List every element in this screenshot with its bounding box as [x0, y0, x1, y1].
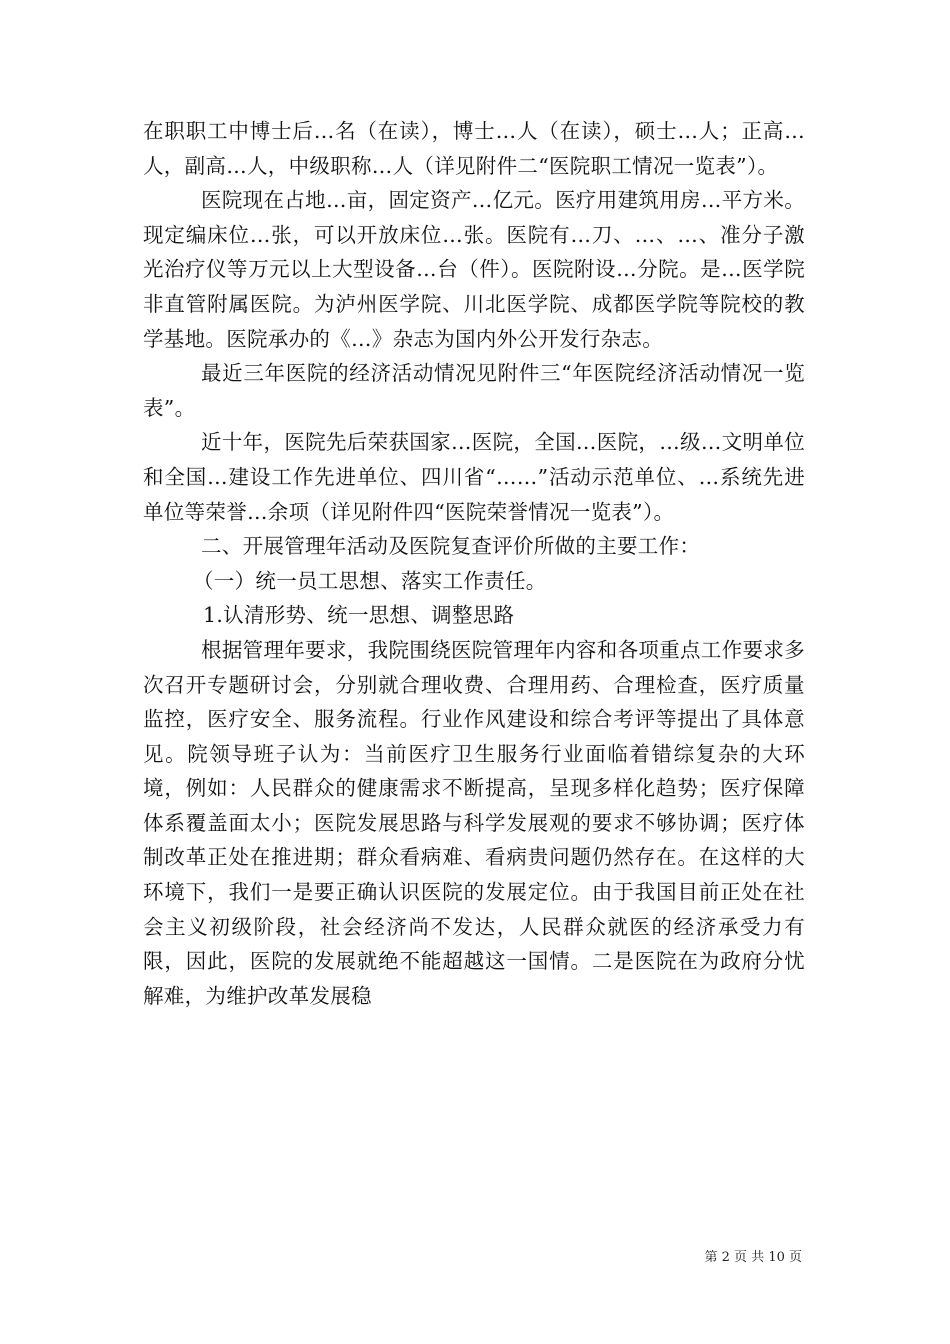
paragraph-honors: 近十年，医院先后荣获国家…医院，全国…医院，…级…文明单位和全国…建设工作先进单位、四川省“……”活动示范单位、…系统先进单位等荣誉…余项（详见附件四“医院荣誉情况一览表”）。 — [143, 430, 805, 524]
paragraph-economy: 最近三年医院的经济活动情况见附件三“年医院经济活动情况一览表”。 — [143, 361, 805, 420]
section-heading-main-work: 二、开展管理年活动及医院复查评价所做的主要工作： — [201, 534, 701, 559]
paragraph-staff: 在职职工中博士后…名（在读），博士…人（在读），硕士…人；正高…人，副高…人，中级职称…人（详见附件二“医院职工情况一览表”）。 — [143, 119, 805, 178]
document-body — [143, 114, 805, 1013]
page-number-footer: 第 2 页 共 10 页 — [704, 1250, 802, 1265]
paragraph-facilities: 医院现在占地…亩，固定资产…亿元。医疗用建筑用房…平方米。现定编床位…张，可以开放床位…张。医院有…刀、…、…、准分子激光治疗仪等万元以上大型设备…台（件）。医院附设…分院。是…医学院非直管附属医院。为泸州医学院、川北医学院、成都医学院等院校的教学基地。医院承办的《…》杂志为国内外公开发行杂志。 — [143, 188, 805, 351]
subsection-heading-unify: （一）统一员工思想、落实工作责任。 — [193, 568, 547, 593]
item-heading-situation: 1.认清形势、统一思想、调整思路 — [203, 603, 515, 628]
paragraph-management-year: 根据管理年要求，我院围绕医院管理年内容和各项重点工作要求多次召开专题研讨会，分别就合理收费、合理用药、合理检查，医疗质量监控，医疗安全、服务流程。行业作风建设和综合考评等提出了具体意见。院领导班子认为：当前医疗卫生服务行业面临着错综复杂的大环境，例如：人民群众的健康需求不断提高，呈现多样化趋势；医疗保障体系覆盖面太小；医院发展思路与科学发展观的要求不够协调；医疗体制改革正处在推进期；群众看病难、看病贵问题仍然存在。在这样的大环境下，我们一是要正确认识医院的发展定位。由于我国目前正处在社会主义初级阶段，社会经济尚不发达，人民群众就医的经济承受力有限，因此，医院的发展就绝不能超越这一国情。二是医院在为政府分忧解难，为维护改革发展稳 — [143, 637, 805, 1008]
